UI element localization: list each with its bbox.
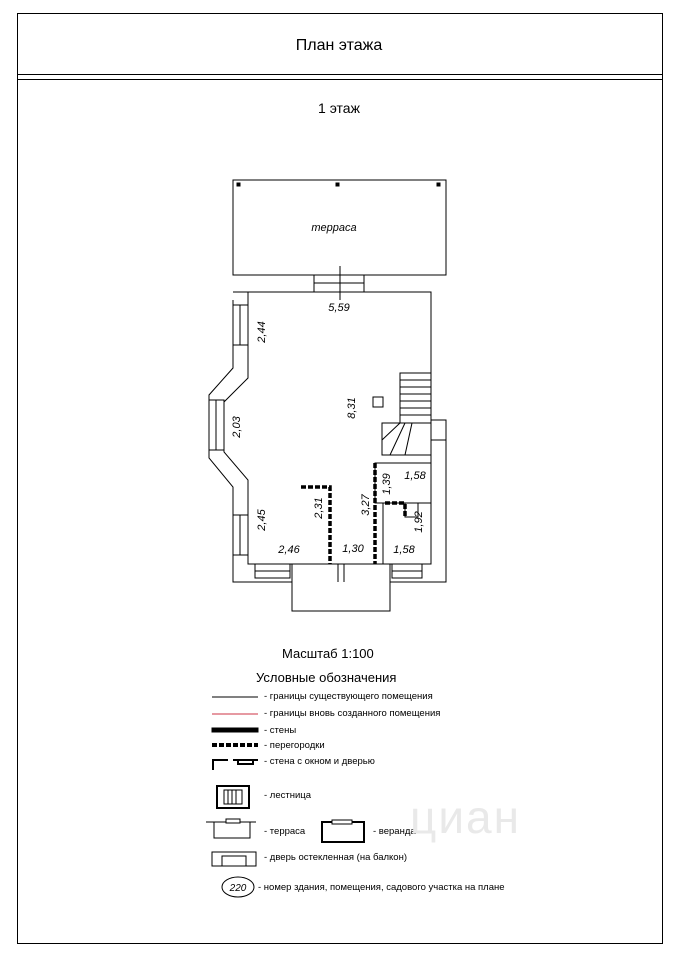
scale-label: Масштаб 1:100 <box>282 646 374 661</box>
legend-terrace: - терраса <box>264 826 306 837</box>
floor-label: 1 этаж <box>318 100 360 116</box>
legend-stairs: - лестница <box>264 790 312 801</box>
dim-partition-mid: 3,27 <box>360 494 372 516</box>
legend-partitions: - перегородки <box>264 740 325 751</box>
legend-veranda: - веранда <box>373 826 416 837</box>
legend-number-example: 220 <box>229 883 247 894</box>
legend-title: Условные обозначения <box>256 670 397 685</box>
dim-right-lower-height: 1,92 <box>413 511 425 533</box>
legend-wall-window-door: - стена с окном и дверью <box>264 756 375 767</box>
legend-window-door-symbol <box>213 760 258 770</box>
dim-left-upper: 2,44 <box>256 321 268 343</box>
dim-right-small-width: 1,58 <box>404 470 426 482</box>
legend-glazed-door-symbol <box>212 852 256 866</box>
dim-top-width: 5,59 <box>328 302 350 314</box>
legend-glazed-door: - дверь остекленная (на балкон) <box>264 852 407 863</box>
dim-left-bay: 2,03 <box>231 416 243 438</box>
legend-stairs-symbol <box>217 786 249 808</box>
dim-center-height: 8,31 <box>346 397 358 419</box>
terrace-label: терраса <box>311 222 357 234</box>
legend-terrace-symbol <box>206 819 256 838</box>
legend-number-note: - номер здания, помещения, садового участка на плане <box>258 882 505 893</box>
legend-new: - границы вновь созданного помещения <box>264 708 441 719</box>
dim-partition-left: 2,31 <box>313 497 325 519</box>
watermark-logo: циан <box>410 791 522 843</box>
dim-left-lower: 2,45 <box>256 509 268 531</box>
page-title: План этажа <box>295 37 383 54</box>
dim-right-small-height: 1,39 <box>381 473 393 495</box>
dim-bottom-left: 2,46 <box>278 544 300 556</box>
dim-bottom-mid: 1,30 <box>342 543 364 555</box>
legend-veranda-symbol <box>322 820 364 842</box>
dim-bottom-right: 1,58 <box>393 544 415 556</box>
legend-existing: - границы существующего помещения <box>264 691 433 702</box>
legend-walls: - стены <box>264 725 297 736</box>
legend-wall-symbol <box>212 728 258 732</box>
